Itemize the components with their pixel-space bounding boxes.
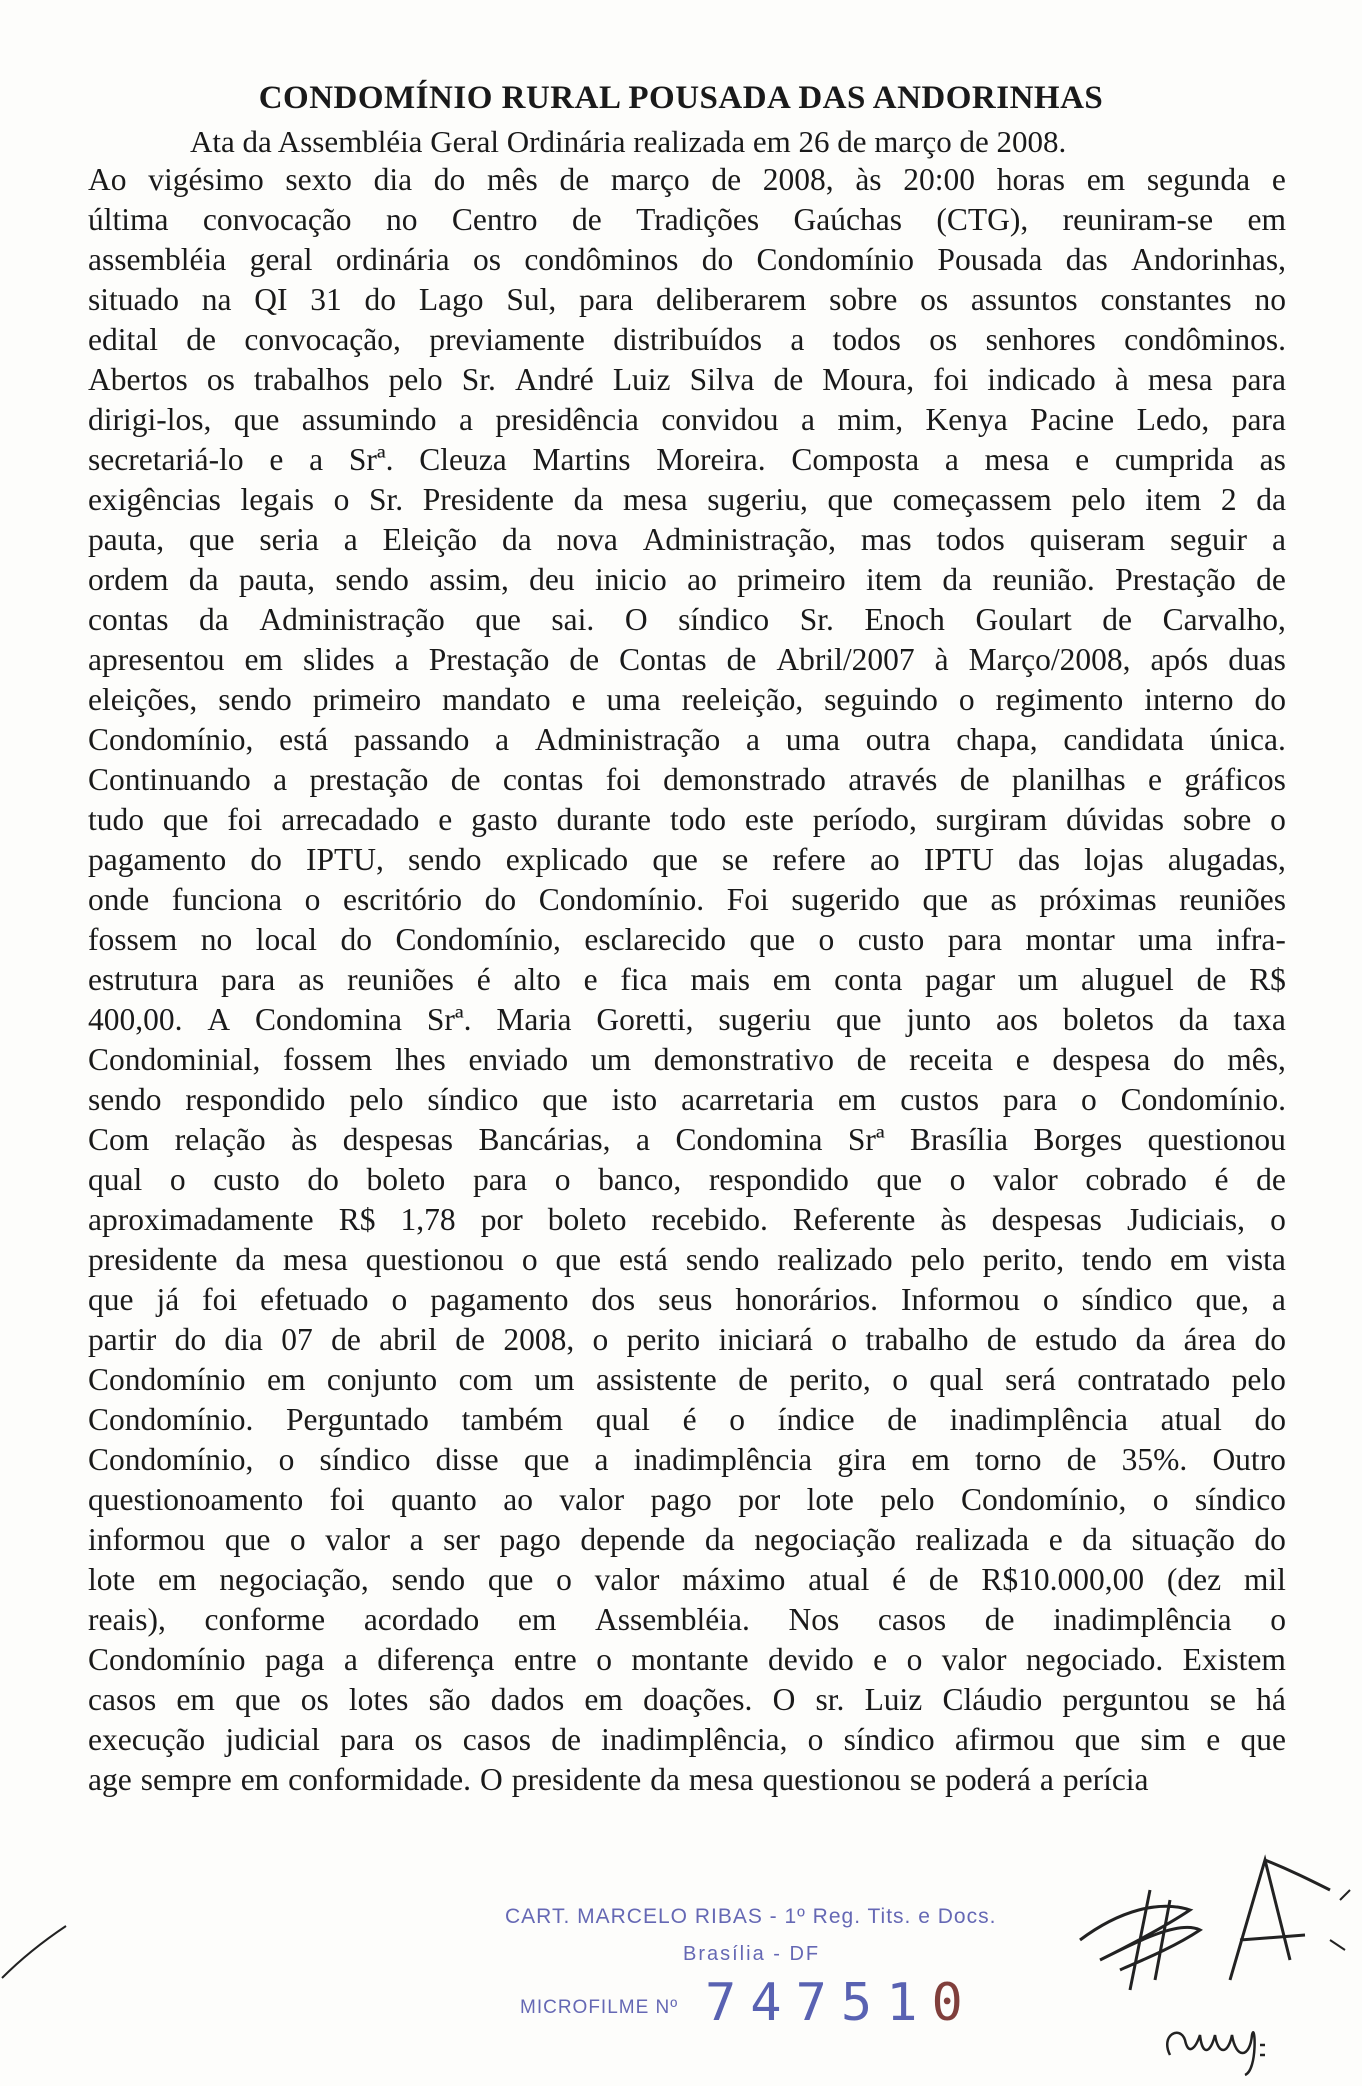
body-line: situado na QI 31 do Lago Sul, para deliberarem sobre os assuntos constantes no bbox=[88, 282, 1286, 317]
body-line: última convocação no Centro de Tradições Gaúchas (CTG), reuniram-se em bbox=[88, 202, 1286, 237]
body-line: assembléia geral ordinária os condôminos do Condomínio Pousada das Andorinhas, bbox=[88, 242, 1286, 277]
body-line: onde funciona o escritório do Condomínio. Foi sugerido que as próximas reuniões bbox=[88, 882, 1286, 917]
body-line: reais), conforme acordado em Assembléia. Nos casos de inadimplência o bbox=[88, 1602, 1286, 1637]
body-line: Abertos os trabalhos pelo Sr. André Luiz Silva de Moura, foi indicado à mesa para bbox=[88, 362, 1286, 397]
document-body bbox=[88, 160, 1286, 1800]
document-title: CONDOMÍNIO RURAL POUSADA DAS ANDORINHAS bbox=[258, 80, 1104, 116]
body-line: fossem no local do Condomínio, esclarecido que o custo para montar uma infra- bbox=[88, 922, 1286, 957]
body-line: estrutura para as reuniões é alto e fica mais em conta pagar um aluguel de R$ bbox=[88, 962, 1286, 997]
body-line: pagamento do IPTU, sendo explicado que se refere ao IPTU das lojas alugadas, bbox=[88, 842, 1286, 877]
registry-stamp bbox=[505, 1905, 1025, 2075]
body-line: Ao vigésimo sexto dia do mês de março de 2008, às 20:00 horas em segunda e bbox=[88, 162, 1286, 197]
body-line: exigências legais o Sr. Presidente da mesa sugeriu, que começassem pelo item 2 da bbox=[88, 482, 1286, 517]
body-line: informou que o valor a ser pago depende da negociação realizada e da situação do bbox=[88, 1522, 1286, 1557]
body-line: secretariá-lo e a Srª. Cleuza Martins Moreira. Composta a mesa e cumprida as bbox=[88, 442, 1286, 477]
stamp-city: Brasília - DF bbox=[683, 1943, 821, 1965]
body-line: que já foi efetuado o pagamento dos seus honorários. Informou o síndico que, a bbox=[88, 1282, 1286, 1317]
document-subtitle: Ata da Assembléia Geral Ordinária realizada em 26 de março de 2008. bbox=[190, 124, 1067, 159]
body-line: Com relação às despesas Bancárias, a Condomina Srª Brasília Borges questionou bbox=[88, 1122, 1286, 1157]
stamp-number-last: 0 bbox=[931, 1973, 977, 2033]
body-line: questionoamento foi quanto ao valor pago por lote pelo Condomínio, o síndico bbox=[88, 1482, 1286, 1517]
body-line: eleições, sendo primeiro mandato e uma reeleição, seguindo o regimento interno do bbox=[88, 682, 1286, 717]
body-line: aproximadamente R$ 1,78 por boleto recebido. Referente às despesas Judiciais, o bbox=[88, 1202, 1286, 1237]
stamp-number-main: 74751 bbox=[705, 1973, 932, 2033]
body-line: tudo que foi arrecadado e gasto durante todo este período, surgiram dúvidas sobre o bbox=[88, 802, 1286, 837]
body-line: qual o custo do boleto para o banco, respondido que o valor cobrado é de bbox=[88, 1162, 1286, 1197]
body-line: lote em negociação, sendo que o valor máximo atual é de R$10.000,00 (dez mil bbox=[88, 1562, 1286, 1597]
body-line: 400,00. A Condomina Srª. Maria Goretti, sugeriu que junto aos boletos da taxa bbox=[88, 1002, 1286, 1037]
stamp-microfilm-number bbox=[705, 1973, 977, 2033]
body-line: Continuando a prestação de contas foi demonstrado através de planilhas e gráficos bbox=[88, 762, 1286, 797]
body-line: dirigi-los, que assumindo a presidência convidou a mim, Kenya Pacine Ledo, para bbox=[88, 402, 1286, 437]
body-line: pauta, que seria a Eleição da nova Administração, mas todos quiseram seguir a bbox=[88, 522, 1286, 557]
body-line: Condomínio. Perguntado também qual é o índice de inadimplência atual do bbox=[88, 1402, 1286, 1437]
body-line: partir do dia 07 de abril de 2008, o perito iniciará o trabalho de estudo da área do bbox=[88, 1322, 1286, 1357]
body-line: Condomínio paga a diferença entre o montante devido e o valor negociado. Existem bbox=[88, 1642, 1286, 1677]
body-line: age sempre em conformidade. O presidente da mesa questionou se poderá a perícia bbox=[88, 1762, 1149, 1797]
body-line: ordem da pauta, sendo assim, deu inicio ao primeiro item da reunião. Prestação de bbox=[88, 562, 1286, 597]
body-line: Condominial, fossem lhes enviado um demonstrativo de receita e despesa do mês, bbox=[88, 1042, 1286, 1077]
body-line: execução judicial para os casos de inadimplência, o síndico afirmou que sim e que bbox=[88, 1722, 1286, 1757]
body-line: Condomínio, o síndico disse que a inadimplência gira em torno de 35%. Outro bbox=[88, 1442, 1286, 1477]
body-line: edital de convocação, previamente distribuídos a todos os senhores condôminos. bbox=[88, 322, 1286, 357]
body-line: Condomínio em conjunto com um assistente de perito, o qual será contratado pelo bbox=[88, 1362, 1286, 1397]
body-line: Condomínio, está passando a Administração a uma outra chapa, candidata única. bbox=[88, 722, 1286, 757]
body-line: sendo respondido pelo síndico que isto acarretaria em custos para o Condomínio. bbox=[88, 1082, 1286, 1117]
signature-initials bbox=[1060, 1840, 1360, 2080]
body-line: presidente da mesa questionou o que está sendo realizado pelo perito, tendo em vista bbox=[88, 1242, 1286, 1277]
body-line: casos em que os lotes são dados em doações. O sr. Luiz Cláudio perguntou se há bbox=[88, 1682, 1286, 1717]
stamp-registry-name: CART. MARCELO RIBAS - 1º Reg. Tits. e Docs. bbox=[505, 1905, 997, 1928]
stamp-microfilm-label: MICROFILME Nº bbox=[520, 1997, 679, 2018]
body-line: apresentou em slides a Prestação de Contas de Abril/2007 à Março/2008, após duas bbox=[88, 642, 1286, 677]
margin-pen-stroke bbox=[0, 1920, 70, 1980]
body-line: contas da Administração que sai. O síndico Sr. Enoch Goulart de Carvalho, bbox=[88, 602, 1286, 637]
